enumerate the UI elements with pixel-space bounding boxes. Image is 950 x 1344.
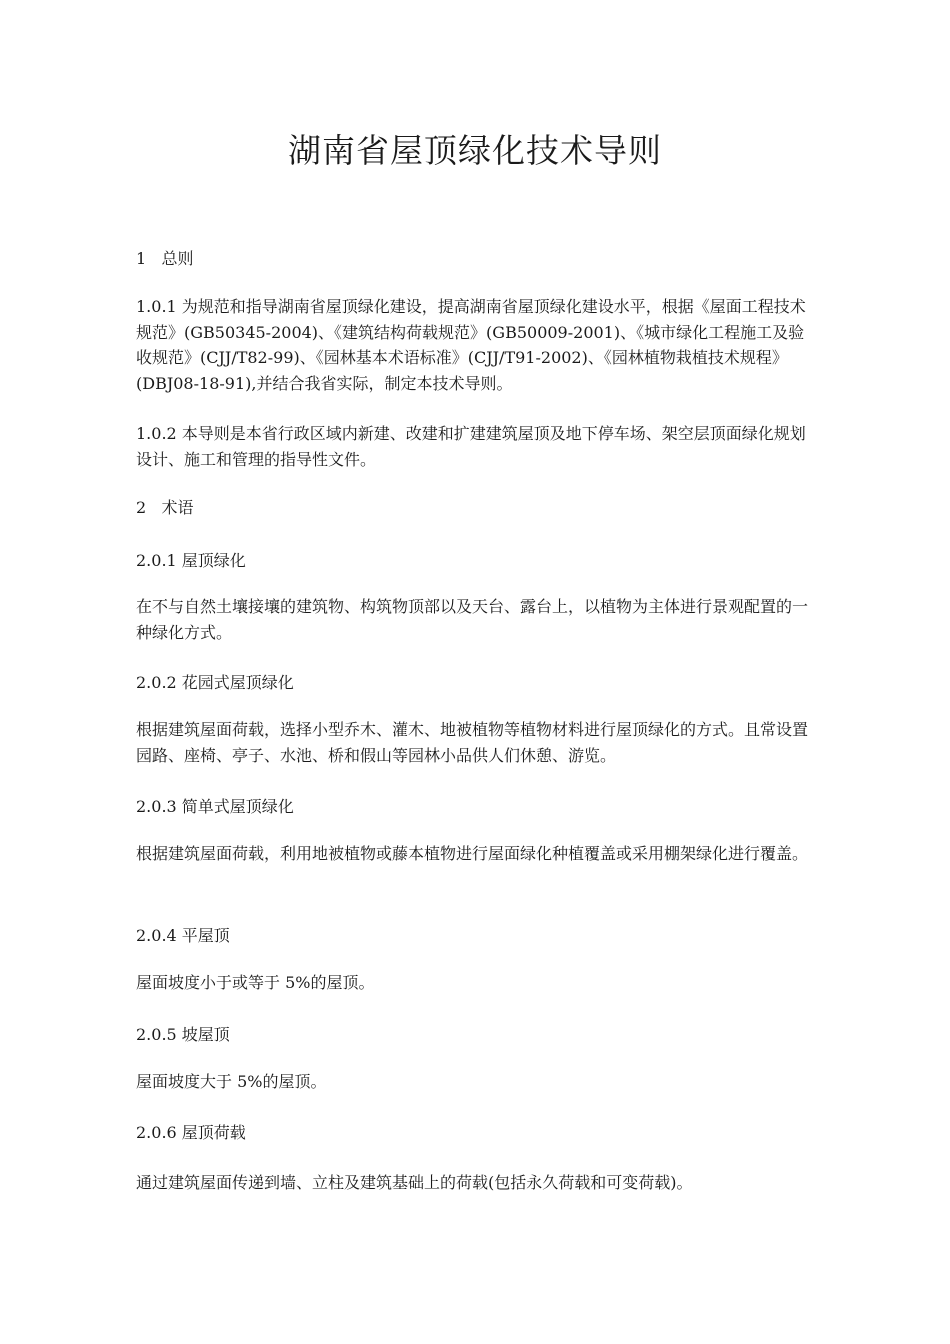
definition-2-0-3: 根据建筑屋面荷载，利用地被植物或藤本植物进行屋面绿化种植覆盖或采用棚架绿化进行覆盖。	[136, 844, 809, 863]
section-heading-general: 1 总则	[136, 249, 194, 268]
definition-2-0-5: 屋面坡度大于 5%的屋顶。	[136, 1072, 327, 1091]
term-2-0-3: 2.0.3 简单式屋顶绿化	[136, 797, 294, 816]
definition-2-0-2: 根据建筑屋面荷载，选择小型乔木、灌木、地被植物等植物材料进行屋顶绿化的方式。且常设置园路、座椅、亭子、水池、桥和假山等园林小品供人们休憩、游览。	[136, 720, 809, 765]
section-heading-terms: 2 术语	[136, 498, 194, 517]
paragraph-1-0-2: 1.0.2 本导则是本省行政区域内新建、改建和扩建建筑屋顶及地下停车场、架空层顶面绿化规划设计、施工和管理的指导性文件。	[136, 424, 806, 469]
term-2-0-6: 2.0.6 屋顶荷载	[136, 1123, 246, 1142]
definition-2-0-4: 屋面坡度小于或等于 5%的屋顶。	[136, 973, 375, 992]
term-2-0-2: 2.0.2 花园式屋顶绿化	[136, 673, 294, 692]
term-2-0-5: 2.0.5 坡屋顶	[136, 1025, 230, 1044]
paragraph-1-0-1: 1.0.1 为规范和指导湖南省屋顶绿化建设，提高湖南省屋顶绿化建设水平，根据《屋面工程技术规范》(GB50345-2004)、《建筑结构荷载规范》(GB50009-2001)、《城市绿化工程施工及验收规范》(CJJ/T82-99)、《园林基本术语标准》(CJJ/T91-2002)、《园林植物栽植技术规程》(DBJ08-18-91),并结合我省实际，制定本技术导则。	[136, 297, 806, 393]
term-2-0-4: 2.0.4 平屋顶	[136, 926, 230, 945]
definition-2-0-6: 通过建筑屋面传递到墙、立柱及建筑基础上的荷载(包括永久荷载和可变荷载)。	[136, 1173, 693, 1192]
term-2-0-1: 2.0.1 屋顶绿化	[136, 551, 246, 570]
definition-2-0-1: 在不与自然土壤接壤的建筑物、构筑物顶部以及天台、露台上，以植物为主体进行景观配置的一种绿化方式。	[136, 597, 809, 642]
document-title: 湖南省屋顶绿化技术导则	[288, 131, 662, 170]
